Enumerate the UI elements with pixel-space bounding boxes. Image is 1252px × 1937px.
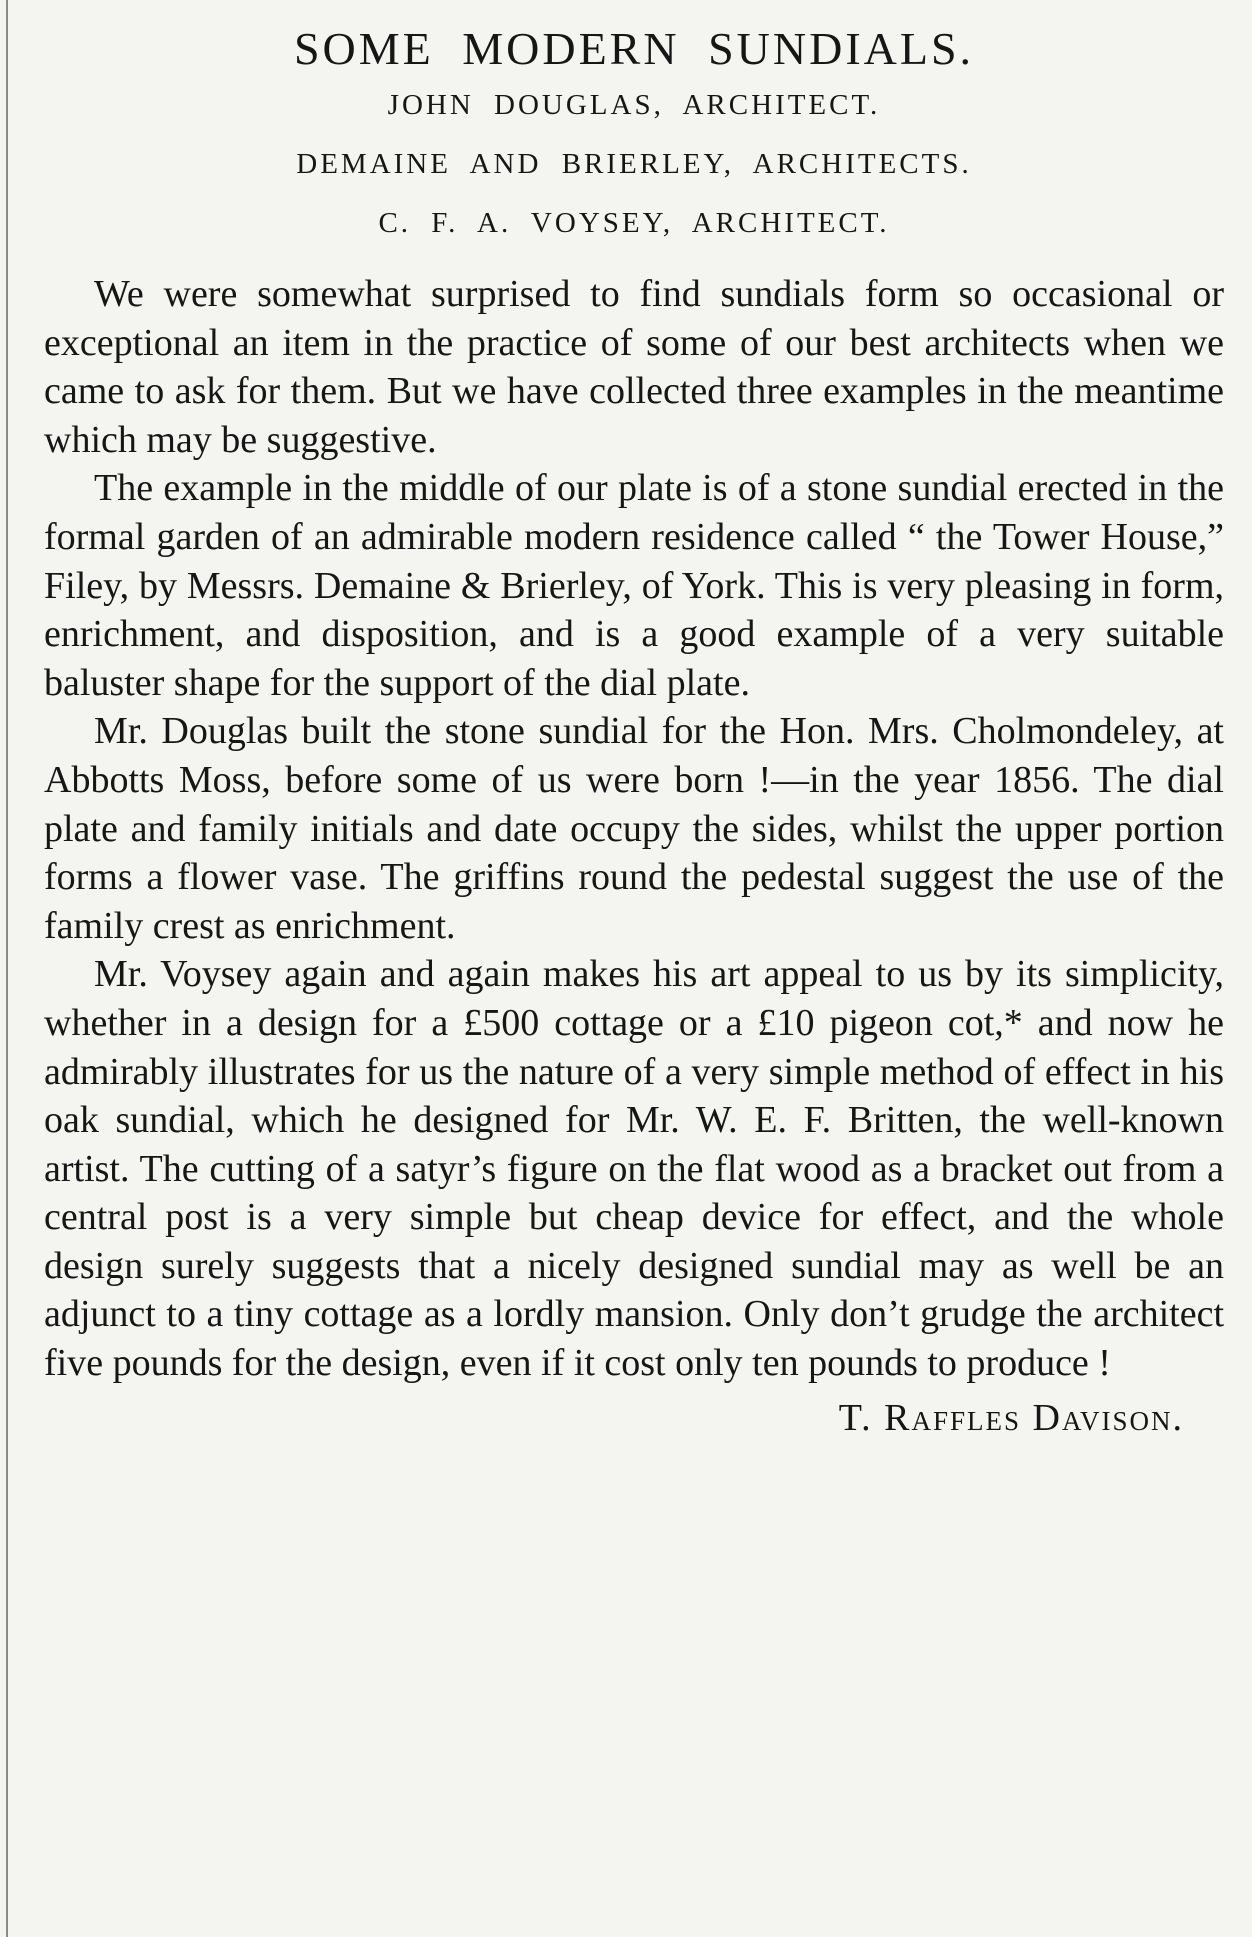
paragraph-tower-house: The example in the middle of our plate is of a stone sundial erected in the formal garden of an admirable modern residence called “ the Tower House,” Filey, by Messrs. Demaine & Brierley, of York. This is very pleasing in form, enrichment, and disposition, and is a good example of a very suitable baluster shape for the support of the dial plate.: [44, 467, 1224, 704]
page-margin-rule: [6, 0, 8, 1937]
subtitle-demaine-brierley: DEMAINE AND BRIERLEY, ARCHITECTS.: [296, 148, 972, 180]
subtitle-voysey: C. F. A. VOYSEY, ARCHITECT.: [378, 207, 890, 239]
paragraph-voysey: Mr. Voysey again and again makes his art appeal to us by its simplicity, whether in a design for a £500 cottage or a £10 pigeon cot,* and now he admirably illustrates for us the nature of a very simple method of effect in his oak sundial, which he designed for Mr. W. E. F. Britten, the well-known artist. The cutting of a satyr’s figure on the flat wood as a bracket out from a central post is a very simple but cheap device for effect, and the whole design surely suggests that a nicely designed sundial may as well be an adjunct to a tiny cottage as a lordly mansion. Only don’t grudge the architect five pounds for the design, even if it cost only ten pounds to produce !: [44, 953, 1224, 1385]
subtitle-douglas: JOHN DOUGLAS, ARCHITECT.: [387, 89, 881, 121]
article: [44, 22, 1224, 1440]
article-title: SOME MODERN SUNDIALS.: [293, 23, 975, 74]
author-signature: [44, 1396, 1184, 1440]
paragraph-douglas: Mr. Douglas built the stone sundial for the Hon. Mrs. Cholmondeley, at Abbotts Moss, before some of us were born !—in the year 1856. The dial plate and family initials and date occupy the sides, whilst the upper portion forms a flower vase. The griffins round the pedestal suggest the use of the family crest as enrichment.: [44, 710, 1224, 947]
author-name: T. Raffles Davison.: [838, 1396, 1184, 1439]
paragraph-intro: We were somewhat surprised to find sundials form so occasional or exceptional an item in the practice of some of our best architects when we came to ask for them. But we have collected three examples in the meantime which may be suggestive.: [44, 273, 1224, 461]
